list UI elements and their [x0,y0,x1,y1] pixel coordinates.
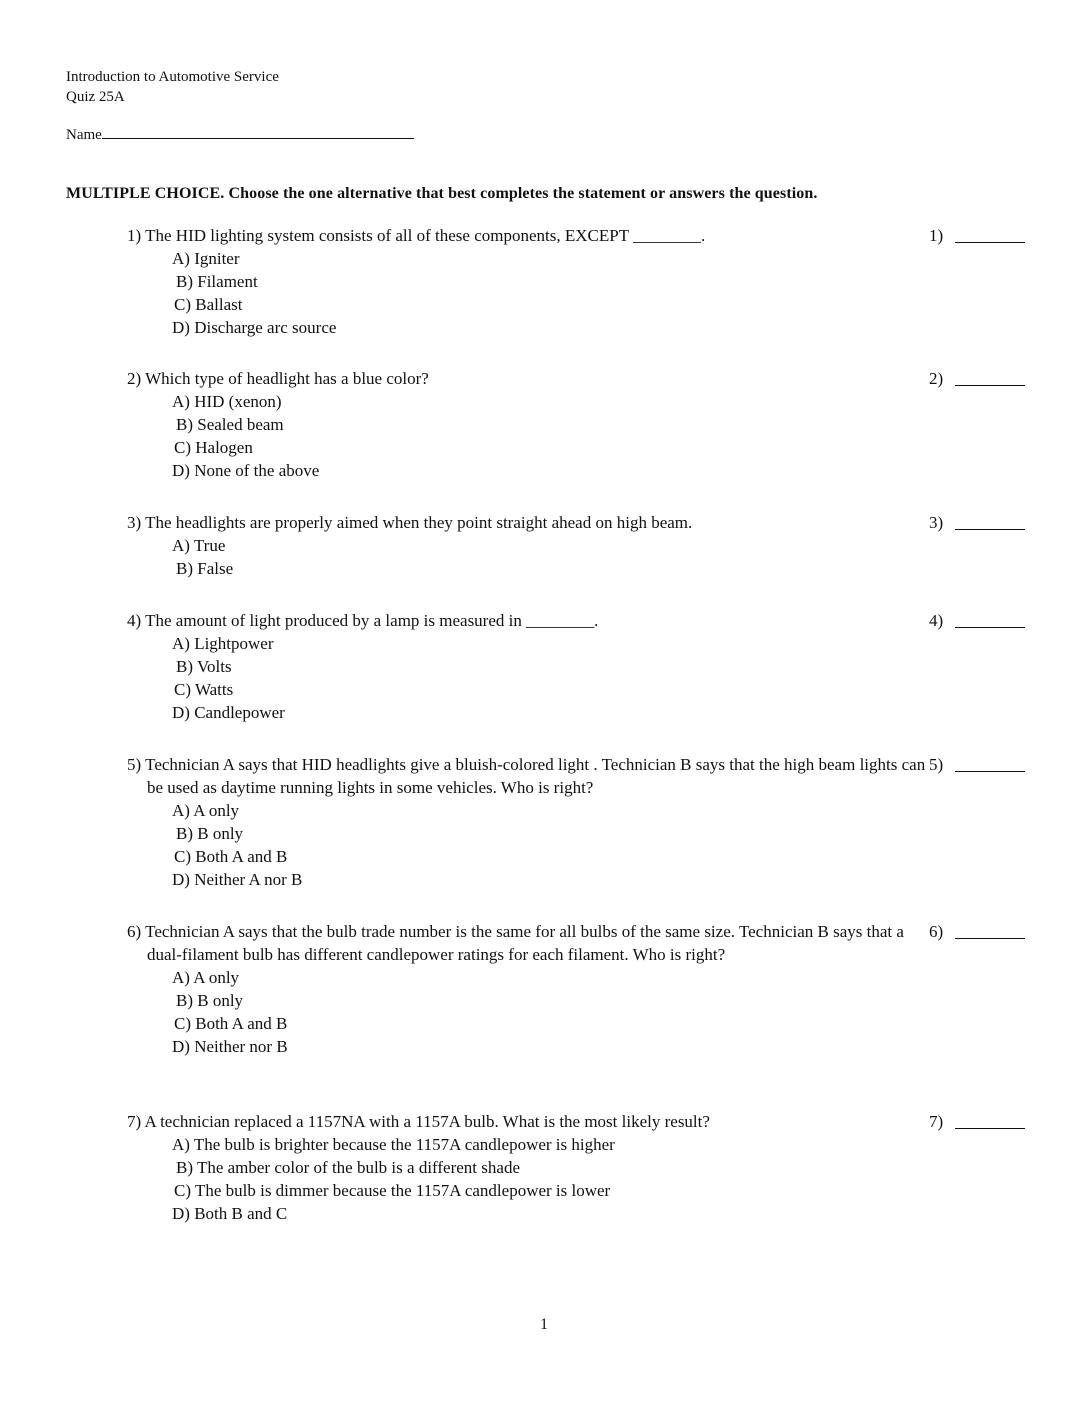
page-number: 1 [540,1316,548,1333]
question-6 [127,920,927,1058]
answer-slot-6[interactable] [929,920,943,943]
answer-choice[interactable]: D) None of the above [172,461,320,480]
question-3 [127,511,927,580]
question-stem [127,367,927,390]
answer-choice[interactable]: C) The bulb is dimmer because the 1157A candlepower is lower [174,1181,611,1200]
answer-choice[interactable]: A) A only [172,801,240,820]
answer-choice[interactable]: A) HID (xenon) [172,392,282,411]
answer-label: 3) [929,513,944,532]
answer-slot-3[interactable] [929,511,943,534]
answer-label: 6) [929,922,944,941]
question-number: 7) [127,1112,142,1131]
answer-choice[interactable]: C) Both A and B [174,1014,288,1033]
question-5 [127,753,927,891]
question-stem [127,511,927,534]
answer-choice[interactable]: B) B only [176,824,244,843]
answer-blank[interactable] [955,938,1025,939]
answer-choice[interactable]: D) Neither nor B [172,1037,288,1056]
answer-label: 4) [929,611,944,630]
answer-choice[interactable]: A) A only [172,968,240,987]
course-title: Introduction to Automotive Service [66,69,279,85]
answer-choice[interactable]: D) Neither A nor B [172,870,303,889]
question-stem [127,224,927,247]
question-text: The headlights are properly aimed when they point straight ahead on high beam. [145,513,693,532]
answer-choice[interactable]: B) Volts [176,657,232,676]
name-blank[interactable] [102,126,414,139]
answer-choice[interactable]: B) The amber color of the bulb is a different shade [176,1158,520,1177]
question-number: 1) [127,226,142,245]
question-stem [127,1110,927,1133]
answer-choice[interactable]: D) Both B and C [172,1204,288,1223]
answer-choice[interactable]: A) True [172,536,226,555]
answer-blank[interactable] [955,385,1025,386]
answer-slot-2[interactable] [929,367,943,390]
answer-choice[interactable]: C) Ballast [174,295,243,314]
question-stem [127,753,927,799]
answer-blank[interactable] [955,242,1025,243]
question-number: 4) [127,611,142,630]
answer-blank[interactable] [955,1128,1025,1129]
question-text: A technician replaced a 1157NA with a 1157A bulb. What is the most likely result? [144,1112,710,1131]
answer-blank[interactable] [955,771,1025,772]
answer-choice[interactable]: B) Filament [176,272,258,291]
answer-blank[interactable] [955,627,1025,628]
answer-choice[interactable]: B) Sealed beam [176,415,284,434]
answer-label: 2) [929,369,944,388]
answer-choice[interactable]: A) The bulb is brighter because the 1157A candlepower is higher [172,1135,615,1154]
answer-choice[interactable]: C) Both A and B [174,847,288,866]
name-field[interactable] [66,125,414,145]
answer-choice[interactable]: D) Discharge arc source [172,318,337,337]
question-number: 5) [127,755,142,774]
question-text: Which type of headlight has a blue color? [145,369,429,388]
answer-choice[interactable]: C) Watts [174,680,234,699]
answer-choice[interactable]: B) B only [176,991,244,1010]
question-7 [127,1110,927,1225]
question-1 [127,224,927,339]
question-text: The amount of light produced by a lamp is measured in ________. [145,611,599,630]
question-number: 3) [127,513,142,532]
question-text: Technician A says that the bulb trade number is the same for all bulbs of the same size. Technician B says that a dual-filament bulb has different candlepower ratings for each filament. Who is right? [145,922,904,964]
answer-slot-5[interactable] [929,753,943,776]
answer-label: 7) [929,1112,944,1131]
answer-choice[interactable]: A) Lightpower [172,634,274,653]
answer-label: 5) [929,755,944,774]
answer-label: 1) [929,226,944,245]
quiz-title: Quiz 25A [66,89,125,105]
answer-blank[interactable] [955,529,1025,530]
name-label: Name [66,127,102,143]
answer-slot-4[interactable] [929,609,943,632]
answer-choice[interactable]: B) False [176,559,234,578]
answer-slot-7[interactable] [929,1110,943,1133]
answer-choice[interactable]: D) Candlepower [172,703,285,722]
question-text: The HID lighting system consists of all of these components, EXCEPT ________. [145,226,706,245]
question-stem [127,920,927,966]
question-number: 6) [127,922,142,941]
instructions: MULTIPLE CHOICE. Choose the one alternative that best completes the statement or answers the question. [66,185,818,202]
question-number: 2) [127,369,142,388]
answer-choice[interactable]: C) Halogen [174,438,253,457]
question-4 [127,609,927,724]
question-stem [127,609,927,632]
answer-choice[interactable]: A) Igniter [172,249,240,268]
answer-slot-1[interactable] [929,224,943,247]
question-text: Technician A says that HID headlights give a bluish-colored light . Technician B says that the high beam lights can be used as daytime running lights in some vehicles. Who is right? [145,755,926,797]
question-2 [127,367,927,482]
